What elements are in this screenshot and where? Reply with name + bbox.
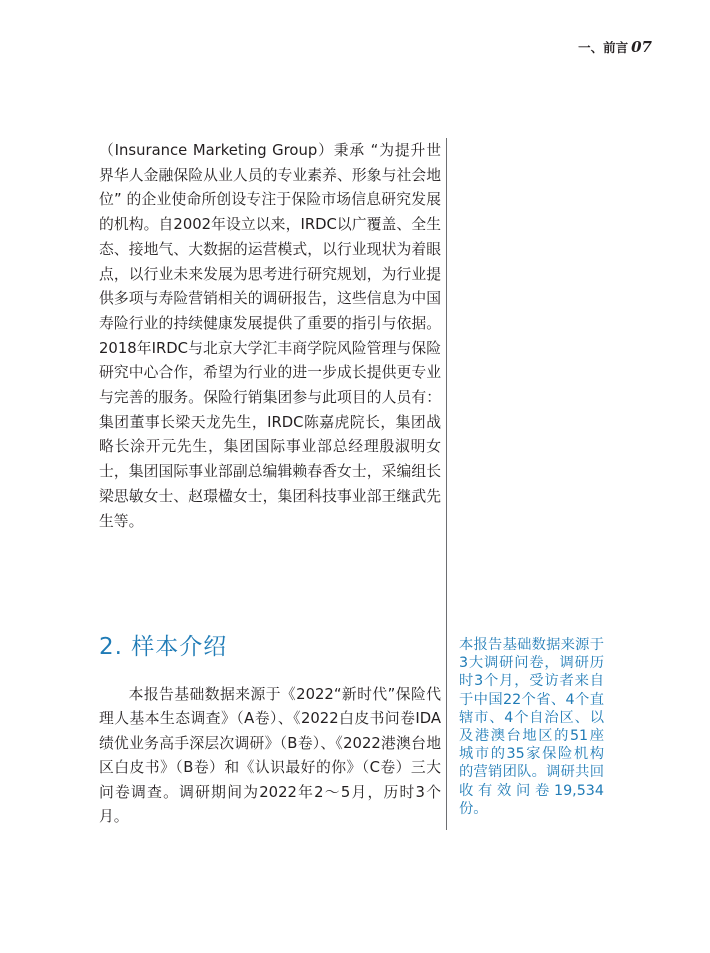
running-header bbox=[578, 38, 652, 56]
side-note: 本报告基础数据来源于3大调研问卷，调研历时3个月，受访者来自于中国22个省、4个直辖市、4个自治区、以及港澳台地区的51座城市的35家保险机构的营销团队。调研共回收有效问卷19,534份。 bbox=[459, 637, 604, 817]
body-paragraph: （Insurance Marketing Group）秉承 “为提升世界华人金融保险从业人员的专业素养、形象与社会地位” 的企业使命所创设专注于保险市场信息研究发展的机构。自2002年设立以来，IRDC以广覆盖、全生态、接地气、大数据的运营模式，以行业现状为着眼点，以行业未来发展为思考进行研究规划，为行业提供多项与寿险营销相关的调研报告，这些信息为中国寿险行业的持续健康发展提供了重要的指引与依据。2018年IRDC与北京大学汇丰商学院风险管理与保险研究中心合作，希望为行业的进一步成长提供更专业与完善的服务。保险行销集团参与此项目的人员有：集团董事长梁天龙先生，IRDC陈嘉虎院长，集团战略长涂开元先生，集团国际事业部总经理殷淑明女士，集团国际事业部副总编辑赖春香女士，采编组长梁思敏女士、赵璟楹女士，集团科技事业部王继武先生等。 bbox=[99, 142, 441, 530]
section-title: 2. 样本介绍 bbox=[99, 634, 228, 660]
section-paragraph: 本报告基础数据来源于《2022“新时代”保险代理人基本生态调查》（A卷）、《2022白皮书问卷IDA绩优业务高手深层次调研》（B卷）、《2022港澳台地区白皮书》（B卷）和《认识最好的你》（C卷）三大问卷调查。调研期间为2022年2～5月，历时3个月。 bbox=[99, 686, 441, 826]
chapter-label: 一、前言 bbox=[578, 40, 629, 55]
column-divider bbox=[446, 138, 447, 830]
page-number: 07 bbox=[631, 38, 652, 56]
